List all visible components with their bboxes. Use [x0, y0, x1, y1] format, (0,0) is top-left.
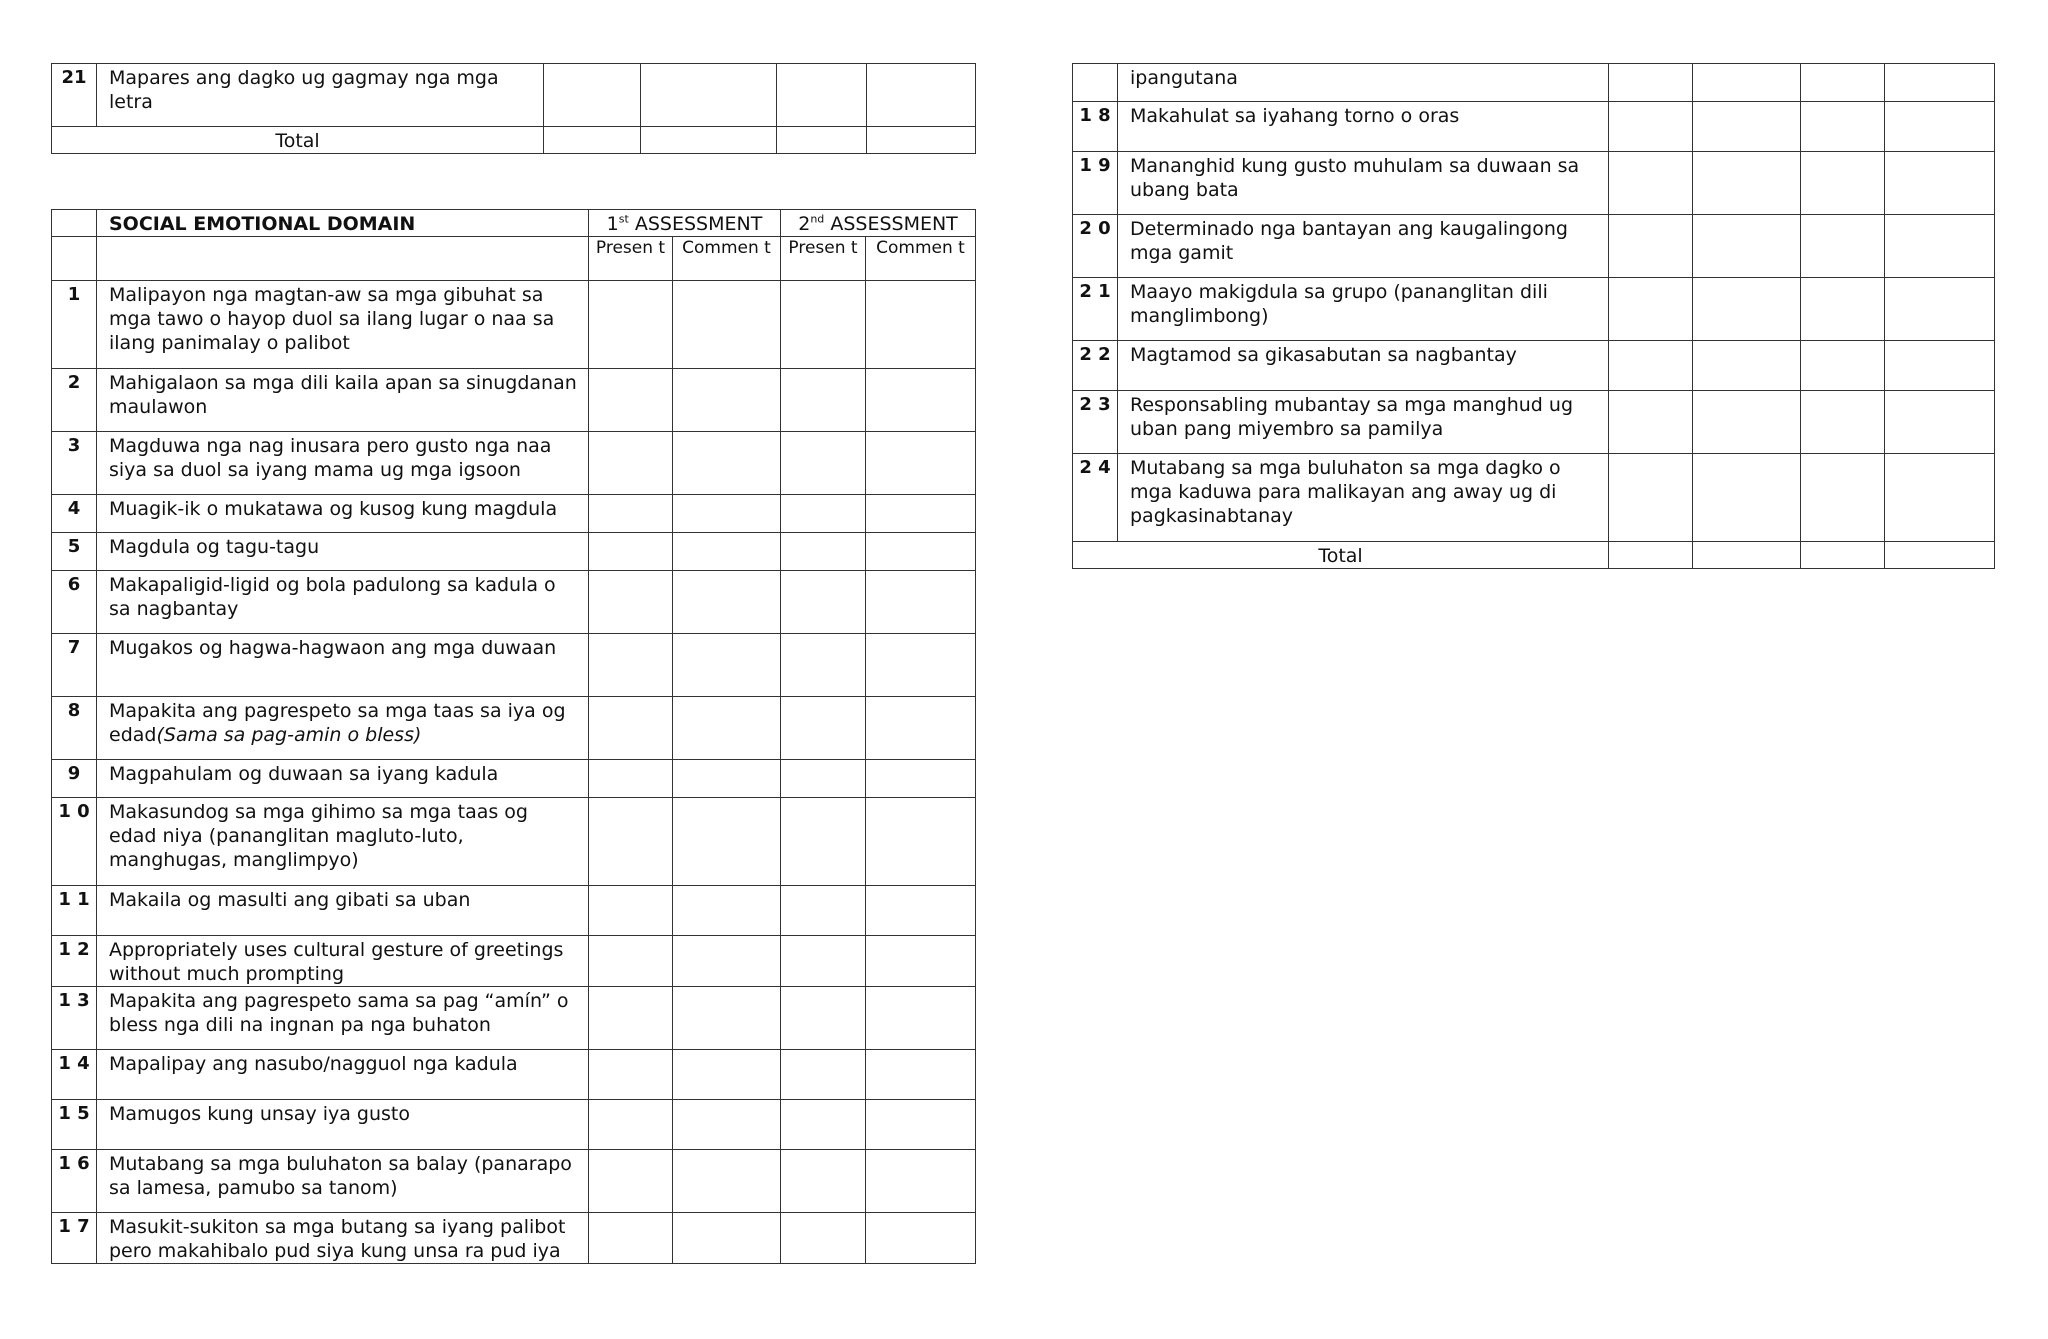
cell[interactable]: [866, 571, 976, 634]
table-row: [1073, 102, 1995, 152]
cell[interactable]: [781, 697, 866, 760]
cell[interactable]: [1693, 454, 1801, 542]
cell[interactable]: [866, 886, 976, 936]
row-number: 5: [52, 533, 97, 571]
cell[interactable]: [1885, 542, 1995, 569]
cell[interactable]: [781, 432, 866, 495]
row-text-main: Magdula og tagu-tagu: [109, 536, 320, 558]
cell[interactable]: [641, 127, 777, 154]
row-number: 4: [52, 495, 97, 533]
row-text: [97, 634, 589, 697]
table-row: [52, 533, 976, 571]
row-number: 9: [52, 760, 97, 798]
row-text-main: Magtamod sa gikasabutan sa nagbantay: [1130, 344, 1517, 366]
cell[interactable]: [1609, 102, 1693, 152]
row-text: [97, 1150, 589, 1213]
row-text-main: Mutabang sa mga buluhaton sa balay (panarapo sa lamesa, pamubo sa tanom): [109, 1153, 572, 1199]
total-label: Total: [1073, 542, 1609, 569]
row-number: 1 1: [52, 886, 97, 936]
row-text: [97, 886, 589, 936]
table-row: [52, 64, 976, 127]
table-row: [1073, 64, 1995, 102]
row-text-main: Mutabang sa mga buluhaton sa mga dagko o mga kaduwa para malikayan ang away ug di pagkasinabtanay: [1130, 457, 1561, 527]
row-number: 7: [52, 634, 97, 697]
cell[interactable]: [589, 1100, 673, 1150]
cell[interactable]: [777, 64, 867, 127]
row-number: 1: [52, 281, 97, 369]
cell[interactable]: [866, 1213, 976, 1264]
row-text-main: Mapakita ang pagrespeto sa mga taas sa iya og edad: [109, 700, 566, 746]
cell[interactable]: [589, 1150, 673, 1213]
row-text-main: Magduwa nga nag inusara pero gusto nga naa siya sa duol sa iyang mama ug mga igsoon: [109, 435, 552, 481]
cell[interactable]: [1693, 542, 1801, 569]
cell[interactable]: [781, 760, 866, 798]
assessment-1-header: [589, 210, 781, 237]
subheader-blank: [97, 237, 589, 281]
cell[interactable]: [1609, 215, 1693, 278]
row-text: [97, 697, 589, 760]
row-text-main: Magpahulam og duwaan sa iyang kadula: [109, 763, 499, 785]
cell[interactable]: [1801, 152, 1885, 215]
row-text-main: Masukit-sukiton sa mga butang sa iyang palibot pero makahibalo pud siya kung unsa ra pud iya: [109, 1216, 566, 1262]
cell[interactable]: [781, 936, 866, 987]
total-row: [1073, 542, 1995, 569]
cell[interactable]: [781, 571, 866, 634]
cell[interactable]: [781, 369, 866, 432]
comment-header: Commen t: [673, 237, 781, 281]
row-text-main: Muagik-ik o mukatawa og kusog kung magdula: [109, 498, 558, 520]
row-number: 2 0: [1073, 215, 1118, 278]
cell[interactable]: [673, 1100, 781, 1150]
cell[interactable]: [866, 432, 976, 495]
cell[interactable]: [781, 1150, 866, 1213]
cell[interactable]: [673, 886, 781, 936]
cell[interactable]: [781, 886, 866, 936]
table-row: [52, 798, 976, 886]
row-text-main: Mamugos kung unsay iya gusto: [109, 1103, 411, 1125]
row-text: [97, 571, 589, 634]
row-text: [97, 936, 589, 987]
row-text-main: Makapaligid-ligid og bola padulong sa kadula o sa nagbantay: [109, 574, 556, 620]
cell[interactable]: [1693, 215, 1801, 278]
total-row: [52, 127, 976, 154]
row-text-main: Maayo makigdula sa grupo (pananglitan dili manglimbong): [1130, 281, 1548, 327]
cell[interactable]: [866, 495, 976, 533]
cell[interactable]: [1801, 64, 1885, 102]
cell[interactable]: [1609, 152, 1693, 215]
comment-header: Commen t: [866, 237, 976, 281]
subheader-blank: [52, 237, 97, 281]
cell[interactable]: [1801, 341, 1885, 391]
cell[interactable]: [673, 1213, 781, 1264]
cell[interactable]: [866, 697, 976, 760]
cell[interactable]: [866, 1100, 976, 1150]
row-text-main: Makasundog sa mga gihimo sa mga taas og edad niya (pananglitan magluto-luto, manghugas, manglimpyo): [109, 801, 528, 871]
cell[interactable]: [673, 281, 781, 369]
table-row: [52, 369, 976, 432]
header-row: [52, 210, 976, 237]
cell[interactable]: [1801, 278, 1885, 341]
row-number: 1 9: [1073, 152, 1118, 215]
row-text: [1118, 278, 1609, 341]
table-row: [52, 1150, 976, 1213]
row-text-main: Mapakita ang pagrespeto sama sa pag “amín” o bless nga dili na ingnan pa nga buhaton: [109, 990, 569, 1036]
cell[interactable]: [1801, 102, 1885, 152]
table-row: [1073, 278, 1995, 341]
table-row: [52, 886, 976, 936]
row-number: 2 4: [1073, 454, 1118, 542]
row-text-italic: (Sama sa pag-amin o bless): [156, 724, 422, 746]
row-text-main: Appropriately uses cultural gesture of greetings without much prompting: [109, 939, 564, 985]
cell[interactable]: [1801, 542, 1885, 569]
cell[interactable]: [673, 1050, 781, 1100]
cell[interactable]: [1885, 278, 1995, 341]
assessment-2-ordinal: nd: [810, 212, 825, 226]
row-text: [1118, 341, 1609, 391]
row-text: [97, 369, 589, 432]
row-number: 1 0: [52, 798, 97, 886]
table-row: [1073, 215, 1995, 278]
row-text: [1118, 102, 1609, 152]
row-number: 1 6: [52, 1150, 97, 1213]
row-text: [1118, 454, 1609, 542]
table-row: [52, 1100, 976, 1150]
table-row: [52, 634, 976, 697]
cell[interactable]: [1801, 391, 1885, 454]
header-blank: [52, 210, 97, 237]
row-number: 1 2: [52, 936, 97, 987]
row-number: 8: [52, 697, 97, 760]
top-table: [51, 63, 976, 154]
cell[interactable]: [1693, 64, 1801, 102]
assessment-2-label: ASSESSMENT: [824, 213, 958, 235]
row-text: [97, 432, 589, 495]
cell[interactable]: [1885, 215, 1995, 278]
cell[interactable]: [673, 1150, 781, 1213]
row-text: [97, 1213, 589, 1264]
cell[interactable]: [1885, 341, 1995, 391]
row-text: [97, 760, 589, 798]
cell[interactable]: [866, 634, 976, 697]
row-text-main: Determinado nga bantayan ang kaugalingong mga gamit: [1130, 218, 1568, 264]
assessment-1-ordinal: st: [618, 212, 629, 226]
cell[interactable]: [866, 987, 976, 1050]
cell[interactable]: [781, 634, 866, 697]
row-text: [97, 798, 589, 886]
cell[interactable]: [673, 634, 781, 697]
cell[interactable]: [673, 533, 781, 571]
cell[interactable]: [589, 886, 673, 936]
cell[interactable]: [589, 369, 673, 432]
cell[interactable]: [589, 432, 673, 495]
cell[interactable]: [673, 369, 781, 432]
cell[interactable]: [781, 533, 866, 571]
row-text: [97, 1050, 589, 1100]
cell[interactable]: [589, 798, 673, 886]
cell[interactable]: [781, 1100, 866, 1150]
table-row: [52, 697, 976, 760]
cell[interactable]: [1609, 454, 1693, 542]
cell[interactable]: [867, 127, 976, 154]
row-text: [1118, 391, 1609, 454]
cell[interactable]: [1885, 391, 1995, 454]
cell[interactable]: [673, 798, 781, 886]
row-number: 1 3: [52, 987, 97, 1050]
assessment-2-header: [781, 210, 976, 237]
row-text: [1118, 152, 1609, 215]
table-row: [52, 432, 976, 495]
subheader-row: [52, 237, 976, 281]
cell[interactable]: [589, 987, 673, 1050]
row-text-main: Makahulat sa iyahang torno o oras: [1130, 105, 1460, 127]
cell[interactable]: [544, 64, 641, 127]
cell[interactable]: [673, 571, 781, 634]
cell[interactable]: [1609, 64, 1693, 102]
table-row: [1073, 391, 1995, 454]
row-text-main: Responsabling mubantay sa mga manghud ug uban pang miyembro sa pamilya: [1130, 394, 1574, 440]
cell[interactable]: [1885, 152, 1995, 215]
table-row: [52, 495, 976, 533]
table-row: [1073, 454, 1995, 542]
cell[interactable]: [781, 1213, 866, 1264]
cell[interactable]: [673, 432, 781, 495]
cell[interactable]: [867, 64, 976, 127]
row-number: 2: [52, 369, 97, 432]
cell[interactable]: [589, 634, 673, 697]
assessment-2-number: 2: [798, 213, 811, 235]
cell[interactable]: [1885, 102, 1995, 152]
cell[interactable]: [1609, 278, 1693, 341]
cell[interactable]: [866, 281, 976, 369]
cell[interactable]: [1693, 102, 1801, 152]
cell[interactable]: [781, 1050, 866, 1100]
cell[interactable]: [1693, 341, 1801, 391]
cell[interactable]: [589, 1213, 673, 1264]
row-text: [1118, 215, 1609, 278]
cell[interactable]: [866, 369, 976, 432]
cell[interactable]: [1801, 454, 1885, 542]
cell[interactable]: [544, 127, 641, 154]
cell[interactable]: [777, 127, 867, 154]
row-number: 1 4: [52, 1050, 97, 1100]
row-text-main: Makaila og masulti ang gibati sa uban: [109, 889, 471, 911]
cell[interactable]: [781, 495, 866, 533]
cell[interactable]: [1885, 64, 1995, 102]
cell[interactable]: [589, 936, 673, 987]
present-header: Presen t: [589, 237, 673, 281]
cell[interactable]: [1609, 341, 1693, 391]
cell[interactable]: [866, 936, 976, 987]
row-text-main: Mugakos og hagwa-hagwaon ang mga duwaan: [109, 637, 557, 659]
cell[interactable]: [1609, 391, 1693, 454]
cell[interactable]: [781, 798, 866, 886]
row-number: 2 3: [1073, 391, 1118, 454]
row-number: 6: [52, 571, 97, 634]
cell[interactable]: [866, 798, 976, 886]
row-text-main: Malipayon nga magtan-aw sa mga gibuhat sa mga tawo o hayop duol sa ilang lugar o naa sa ilang panimalay o palibot: [109, 284, 555, 354]
row-number: 3: [52, 432, 97, 495]
row-number: 1 5: [52, 1100, 97, 1150]
cell[interactable]: [781, 987, 866, 1050]
table-row: [52, 281, 976, 369]
table-row: [52, 987, 976, 1050]
continuation-table: [1072, 63, 1995, 569]
cell[interactable]: [673, 760, 781, 798]
cell[interactable]: [866, 533, 976, 571]
cell[interactable]: [673, 495, 781, 533]
table-row: [52, 1213, 976, 1264]
row-text-main: Mahigalaon sa mga dili kaila apan sa sinugdanan maulawon: [109, 372, 577, 418]
item-text: Mapares ang dagko ug gagmay nga mga letra: [97, 64, 544, 127]
cell[interactable]: [589, 533, 673, 571]
social-emotional-table: [51, 209, 976, 1264]
row-text: [97, 987, 589, 1050]
continuation-text: ipangutana: [1118, 64, 1609, 102]
table-row: [52, 1050, 976, 1100]
row-number: [1073, 64, 1118, 102]
assessment-1-label: ASSESSMENT: [628, 213, 763, 235]
cell[interactable]: [641, 64, 777, 127]
table-row: [52, 571, 976, 634]
cell[interactable]: [866, 760, 976, 798]
row-number: 2 1: [1073, 278, 1118, 341]
cell[interactable]: [866, 1050, 976, 1100]
row-text: [97, 495, 589, 533]
cell[interactable]: [589, 1050, 673, 1100]
total-label: Total: [52, 127, 544, 154]
cell[interactable]: [1693, 391, 1801, 454]
cell[interactable]: [1885, 454, 1995, 542]
cell[interactable]: [589, 281, 673, 369]
cell[interactable]: [673, 697, 781, 760]
table-row: [1073, 152, 1995, 215]
row-text-main: Mananghid kung gusto muhulam sa duwaan sa ubang bata: [1130, 155, 1580, 201]
cell[interactable]: [1693, 278, 1801, 341]
cell[interactable]: [781, 281, 866, 369]
row-text: [97, 533, 589, 571]
row-text: [97, 1100, 589, 1150]
domain-title: SOCIAL EMOTIONAL DOMAIN: [97, 210, 589, 237]
table-row: [1073, 341, 1995, 391]
table-row: [52, 936, 976, 987]
item-number: 21: [52, 64, 97, 127]
cell[interactable]: [589, 760, 673, 798]
row-text: [97, 281, 589, 369]
cell[interactable]: [1609, 542, 1693, 569]
cell[interactable]: [1801, 215, 1885, 278]
row-text-main: Mapalipay ang nasubo/nagguol nga kadula: [109, 1053, 518, 1075]
present-header: Presen t: [781, 237, 866, 281]
row-number: 1 8: [1073, 102, 1118, 152]
cell[interactable]: [866, 1150, 976, 1213]
cell[interactable]: [589, 697, 673, 760]
table-row: [52, 760, 976, 798]
cell[interactable]: [589, 495, 673, 533]
cell[interactable]: [589, 571, 673, 634]
row-number: 2 2: [1073, 341, 1118, 391]
cell[interactable]: [1693, 152, 1801, 215]
cell[interactable]: [673, 936, 781, 987]
assessment-1-number: 1: [606, 213, 619, 235]
row-number: 1 7: [52, 1213, 97, 1264]
cell[interactable]: [673, 987, 781, 1050]
